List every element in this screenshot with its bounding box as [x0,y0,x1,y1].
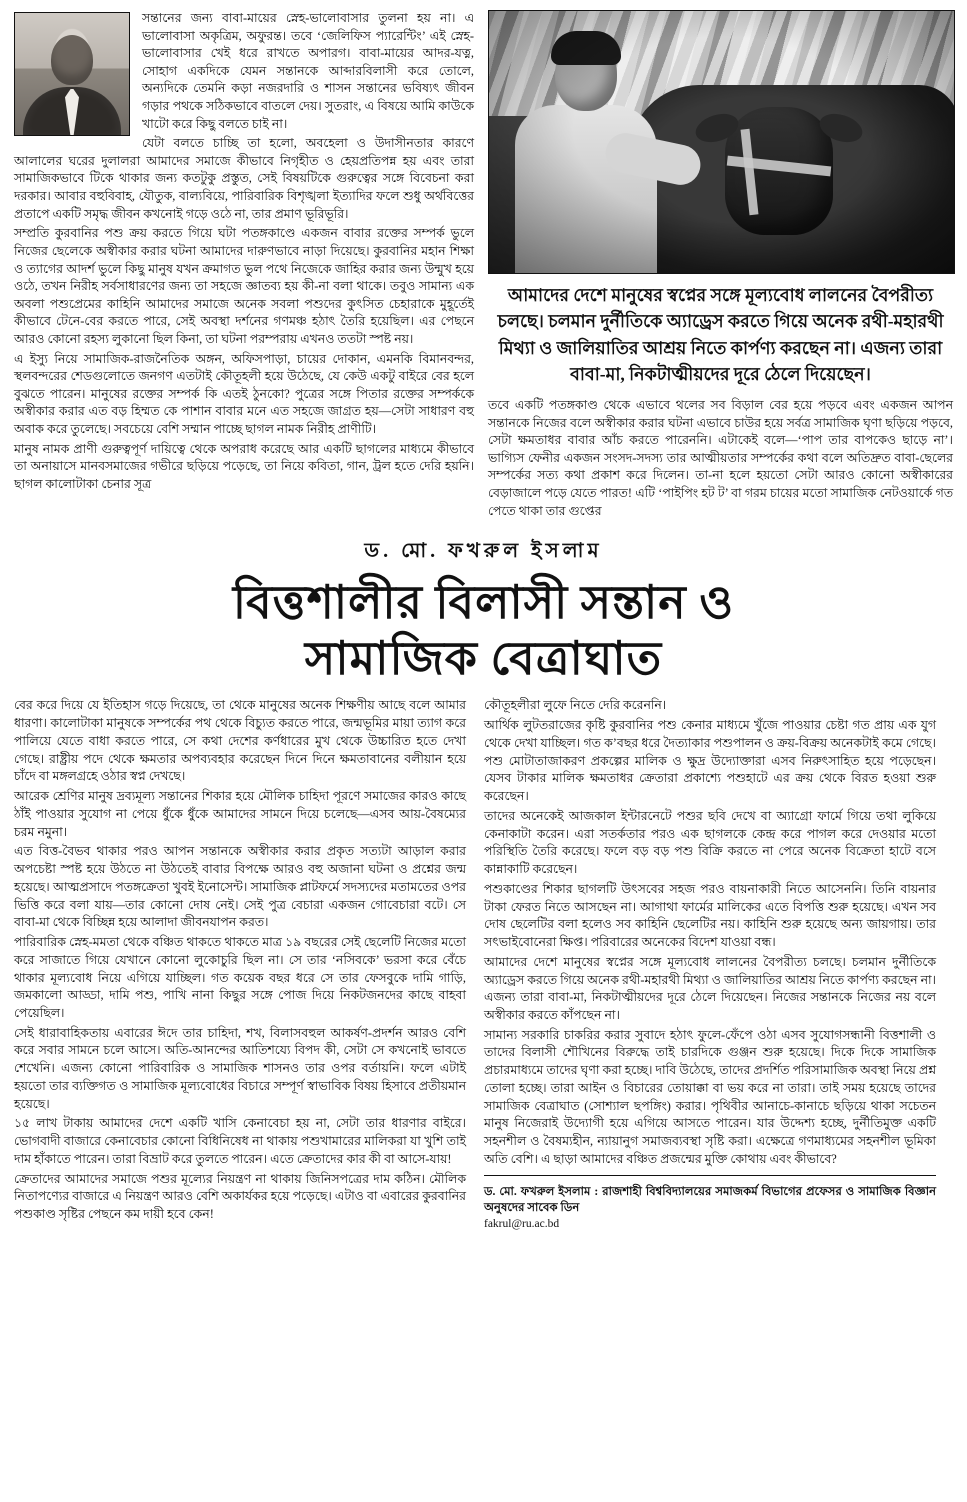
paragraph: সম্প্রতি কুরবানির পশু ক্রয় করতে গিয়ে ঘটা পতঙ্গকাণ্ডে একজন বাবার রক্তের সম্পর্ক ভুলে নিজের ছেলেকে অস্বীকার করার ঘটনা আমাদের দারুণভাবে নাড়া দিয়েছে। কুরবানির মহান শিক্ষা ও ত্যাগের আদর্শ ভুলে কিছু মানুষ যখন ক্রমাগত ভুল পথে নিজেকে জাহির করার জন্য উন্মুখ হয়ে ওঠে, তখন নিরীহ সর্বসাধারণের জন্য তা সহজে জ্ঞাতব্য হয় কী-না বলা থাকে। তবুও সামান্য এক অবলা পশুপ্রেমের কাহিনি আমাদের সমাজে অনেক সবলা পশুদের কুৎসিত চেহারাকে মুহূর্তেই কীভাবে টেনে-বের করতে পারে, সেই অবস্থা দর্শনের গণমঞ্চ হঠাৎ তৈরি হয়েছিল। এর পেছনে আরও কোনো রহস্য লুকানো ছিল কিনা, তা ঘটনা পরম্পরায় এখনও ততটা স্পষ্ট নয়। [14,226,474,346]
paragraph: ১৫ লাখ টাকায় আমাদের দেশে একটি খাসি কেনাবেচা হয় না, সেটা তার ধারণার বাইরে। ভোগবাদী বাজারে কেনাবেচার কোনো বিধিনিষেধ না থাকায় পশুখামারের মালিকরা যা খুশি তাই দাম হাঁকাতে পারেন। তারা বিভ্রাট করে তুলতে পারেন। এতে ক্রেতাদের কার কী বা আসে-যায়! [14,1116,466,1166]
paragraph: কৌতূহলীরা লুফে নিতে দেরি করেননি। [484,698,667,713]
paragraph: এ ইস্যু নিয়ে সামাজিক-রাজনৈতিক অঙ্গন, অফিসপাড়া, চায়ের দোকান, এমনকি বিমানবন্দর, স্থলবন্দরের শেডগুলোতে জনগণ এতটাই কৌতূহলী হয়ে উঠেছে, যে কেউ একটু বাইরে বের হলে বুঝতে পারেন। মানুষের রক্তের সম্পর্ক কি এতই ঠুনকো? পুত্রের সঙ্গে পিতার রক্তের সম্পর্ককে অস্বীকার করার এত বড় হিম্মত কে পাশান বাবার মনে এত সহজে জাগ্রত হয়—সেটা সাধারণ বহু অবাক করে তুলেছে। সবচেয়ে বেশি সম্মান পাচ্ছে ছাগল নামক নিরীহ প্রাণীটি। [14,351,474,437]
footer-divider [484,1175,936,1176]
paragraph: সামান্য সরকারি চাকরির করার সুবাদে হঠাৎ ফুলে-ফেঁপে ওঠা এসব সুযোগসন্ধানী বিত্তশালী ও তাদের বিলাসী শৌখিনের বিরুদ্ধে তাই চারদিকে গুঞ্জন শুরু হয়েছে। দিকে দিকে সামাজিক প্রচারমাধ্যমে তাদের ঘৃণা করা হচ্ছে। দাবি উঠেছে, তাদের প্রদর্শিত পরিসামাজিক অবস্থা নিয়ে প্রশ্ন তোলা হচ্ছে। তারা আইন ও বিচারের তোয়াক্কা বা ভয় করে না তারা। তাই সময় হয়েছে তাদের সামাজিক বেত্রাঘাত (সোশ্যাল ছপঙ্গিং) করার। পৃথিবীর আনাচে-কানাচে ছড়িয়ে থাকা সচেতন মানুষ নিজেরাই উদ্যোগী হয়ে এগিয়ে আসতে পারেন। যার উদ্দেশ্য হচ্ছে, দুর্নীতিমুক্ত একটি সহনশীল ও বৈষম্যহীন, ন্যায়ানুগ সমাজব্যবস্থা সৃষ্টি করা। এক্ষেত্রে গণমাধ্যমের সহনশীল ভূমিকা অতি বেশি। এ ছাড়া আমাদের বঞ্চিত প্রজন্মের মুক্তি কোথায় এবং কীভাবে? [484,1027,936,1166]
paragraph: আরেক শ্রেণির মানুষ দ্রব্যমূল্য সন্তানের শিকার হয়ে মৌলিক চাহিদা পূরণে সমাজের কারও কাছে ঠাঁই পাওয়ার সুযোগ না পেয়ে ধুঁকে ধুঁকে আমাদের সামনে দিয়ে চলেছে—এসব আয়-বৈষম্যের চরম নমুনা। [14,789,466,839]
headline-line-1: বিত্তশালীর বিলাসী সন্তান ও [232,577,735,629]
author-credit: ড. মো. ফখরুল ইসলাম : রাজশাহী বিশ্ববিদ্যালয়ের সমাজকর্ম বিভাগের প্রফেসর ও সামাজিক বিজ্ঞান অনুষদের সাবেক ডিন [484,1184,936,1214]
paragraph: এত বিত্ত-বৈভব থাকার পরও আপন সন্তানকে অস্বীকার করার প্রকৃত সত্যটা আড়াল করার অপচেষ্টা স্পষ্ট হয়ে উঠতে না উঠতেই বাবার বিপক্ষে আরও বহু অজানা ঘটনা ও প্রশ্নের জন্ম হয়েছে। আত্মপ্রসাদে পতঙ্গক্রেতা খুবই ইনোসেন্ট। সামাজিক প্লাটফর্মে সদস্যদের মতামতের ওপর ভিত্তি করে বলা যায়—তার কোনো দোষ নেই। সেই পুত্র বেচারা একজন গোবেচারা বটে। সে বাবা-মা থেকে বিচ্ছিন্ন হয়ে আলাদা জীবনযাপন করত। [14,844,466,930]
paragraph: মানুষ নামক প্রাণী গুরুত্বপূর্ণ দায়িত্বে থেকে অপরাধ করেছে আর একটি ছাগলের মাধ্যমে কীভাবে তা অনায়াসে মানবসমাজের গভীরে ছড়িয়ে পড়েছে, তা নিয়ে কবিতা, গান, ট্রল হতে দেরি হয়নি। ছাগল কালোটাকা চেনার সূত্র [14,441,474,491]
author-kicker: ড. মো. ফখরুল ইসলাম [364,540,603,563]
paragraph: সেই ধারাবাহিকতায় এবারের ঈদে তার চাহিদা, শখ, বিলাসবহুল আকর্ষণ-প্রদর্শন আরও বেশি করে সবার সামনে চলে আসে। অতি-আনন্দের আতিশয্যে বিপদ কী, সেটা সে কখনোই ভাবতে শেখেনি। এজন্য কোনো পারিবারিক ও সামাজিক শাসনও তার ওপর বর্তায়নি। ফলে এটাই হয়তো তার ব্যক্তিগত ও সামাজিক মূল্যবোধের বিচারে সম্পূর্ণ স্বাভাবিক বিষয় হিসাবে প্রতীয়মান হয়েছে। [14,1025,466,1111]
headline-line-2: সামাজিক বেত্রাঘাত [304,633,663,685]
cow-photo [488,10,955,274]
paragraph: তবে একটি পতঙ্গকাণ্ড থেকে এভাবে থলের সব বিড়াল বের হয়ে পড়বে এবং একজন আপন সন্তানকে নিজের বলে অস্বীকার করার ঘটনা এভাবে চাউর হয়ে সর্বত্র সামাজিক ঘৃণা ছড়িয়ে পড়বে, সেটা ক্ষমতাধর বাবার আঁচ করতে পারেননি। এটাকেই বলে—‘পাপ তার বাপকেও ছাড়ে না’। ভাগ্যিস ফেনীর একজন সংসদ-সদস্য তার আত্মীয়তার সম্পর্কের কথা বলে অতিদ্রুত বাবা-ছেলের সম্পর্কের সত্য কথা প্রকাশ করে দিলেন। তা-না হলে হয়তো সেটা আরও কোনো অস্বীকারের বেড়াজালে পড়ে যেতে পারত! এটি ‘পাইপিং হট ট’ বা গরম চায়ের মতো সামাজিক নেটওয়ার্কে গত পেতে থাকা তার গুপ্তের [488,398,953,518]
paragraph: সন্তানের জন্য বাবা-মায়ের স্নেহ-ভালোবাসার তুলনা হয় না। এ ভালোবাসা অকৃত্রিম, অফুরন্ত। তবে ‘জেলিফিস প্যারেন্টিং’ এই স্নেহ-ভালোবাসার খেই ধরে রাখতে অপারগ। বাবা-মায়ের আদর-যত্ন, সোহাগ একদিকে যেমন সন্তানকে আব্দারবিলাসী করে তোলে, অন্যদিকে তেমনি কড়া নজরদারি ও শাসন সন্তানের ভবিষ্যৎ জীবন গড়ার পথকে সঠিকভাবে বাতলে দেয়। সুতরাং, এ বিষয়ে আমি কাউকে খাটো করে কিছু বলতে চাই না। [142,11,474,131]
body-column-left [14,697,466,1232]
paragraph: ক্রেতাদের আমাদের সমাজে পশুর মূল্যের নিয়ন্ত্রণ না থাকায় জিনিসপত্রের দাম কঠিন। মৌলিক নিতাপণ্যের বাজারে এ নিয়ন্ত্রণ আরও বেশি অকার্যকর হয়ে পড়েছে। এটাও বা এবারের কুরবানির পশুকাণ্ড সৃষ্টির পেছনে কম দায়ী হবে কেন! [14,1171,466,1222]
author-email[interactable]: fakrul@ru.ac.bd [484,1218,560,1231]
necktie-shape [65,89,79,135]
masthead [14,536,953,687]
top-section [14,10,953,522]
top-left-column [14,10,474,495]
paragraph: পশুকাণ্ডের শিকার ছাগলটি উৎসবের সহজ পরও বায়নাকারী নিতে আসেননি। তিনি বায়নার টাকা ফেরত নিতে আসছেন না। আগাথা ফার্মের মালিকের এতে বিপত্তি শুরু হয়েছে। এখন সব দোষ ছেলেটির বলা হলেও সব কাহিনি ছেলেটির নয়। কাহিনি শুরু হয়েছে অন্য জায়গায়। তার সৎভাইবোনেরা ক্ষিপ্ত। পরিবারের অনেকের বিদেশ যাওয়া বন্ধ। [484,881,936,950]
paragraph: পারিবারিক স্নেহ-মমতা থেকে বঞ্চিত থাকতে থাকতে মাত্র ১৯ বছরের সেই ছেলেটি নিজের মতো করে সাজাতে গিয়ে যেখানে কোনো লুকোচুরি ছিল না। সে তার ‘নসিবকে’ ভরসা করে বেঁচে থাকার মূল্যবোধ নিয়ে এগিয়ে যাচ্ছিল। গত কয়েক বছর ধরে সে তার ফেসবুকে দামি গাড়ি, জমকালো আড্ডা, দামি পশু, পাখি নানা কিছুর সঙ্গে পোজ দিয়ে নিকটজনদের কাছে বাহবা পেয়েছিল। [14,935,466,1020]
article-body [14,697,953,1232]
author-portrait [14,12,132,136]
photo-vignette [489,11,954,273]
author-portrait-image [14,12,130,136]
body-column-right [484,697,936,1232]
top-right-column [488,10,953,522]
paragraph: আমাদের দেশে মানুষের স্বপ্নের সঙ্গে মূল্যবোধ লালনের বৈপরীত্য চলছে। চলমান দুর্নীতিকে অ্যাড্রেস করতে গিয়ে অনেক রথী-মহারথী মিথ্যা ও জালিয়াতির আশ্রয় নিতে কার্পণ্য করছেন না। এজন্য তারা বাবা-মা, নিকটাত্মীয়দের দূরে ঠেলে দিয়েছেন। নিজের সন্তানকে নিজের নয় বলে অস্বীকার করতে কাঁপছেন না। [484,954,936,1022]
top-right-text [488,397,953,520]
paragraph: যেটা বলতে চাচ্ছি তা হলো, অবহেলা ও উদাসীনতার কারণে আলালের ঘরের দুলালরা আমাদের সমাজে কীভাবে নিগৃহীত ও হেয়প্রতিপন্ন হয় এবং তারা সামাজিকভাবে টিকে থাকার জন্য কতটুকু প্রস্তুত, সেই বিষয়টিকে গুরুত্বের সঙ্গে বিবেচনা করা দরকার। আবার বহুবিবাহ, যৌতুক, বাল্যবিয়ে, পারিবারিক বিশৃঙ্খলা ইত্যাদির ফলে শুধু অর্থবিত্তের প্রতাপে একটি সমৃদ্ধ জীবন কখনোই গড়ে ওঠে না, তার প্রমাণ ভূরিভূরি। [14,136,474,221]
paragraph: আর্থিক লুটতরাজের কৃষ্টি কুরবানির পশু কেনার মাধ্যমে খুঁজে পাওয়ার চেষ্টা গত প্রায় এক যুগ থেকে দেখা যাচ্ছিল। গত ক’বছর ধরে দৈত্যাকার পশুপালন ও ক্রয়-বিক্রয় অনেকটাই কমে গেছে। পশু মোটাতাজাকরণ প্রকল্পের মালিক ও ক্ষুদ্র উদ্যোক্তারা এসব নিরুৎসাহিত হয়ে পড়েছেন। যেসব টাকার মালিক ক্ষমতাধর ক্রেতারা প্রকাশ্যে পশুহাটে এর ক্রয় থেকে বিরত হওয়া শুরু করেছেন। [484,718,936,804]
paragraph: বের করে দিয়ে যে ইতিহাস গড়ে দিয়েছে, তা থেকে মানুষের অনেক শিক্ষণীয় আছে বলে আমার ধারণা। কালোটাকা মানুষকে সম্পর্কের পথ থেকে বিচ্যুত করতে পারে, জন্মভূমির মায়া ত্যাগ করে পালিয়ে যেতে বাধা করতে পারে, সে কথা দেশের কর্ণধারের মুখ থেকে উচ্চারিত হতে দেখা গেছে। রাষ্ট্রীয় পদে থেকে ক্ষমতার অপব্যবহার করেছেন দিনে দিনে ক্ষমতাবানের বলীয়ান হয়ে চাঁদে বা মঙ্গলগ্রহে ওঠার স্বপ্ন দেখছে। [14,698,466,784]
paragraph: তাদের অনেকেই আজকাল ইন্টারনেটে পশুর ছবি দেখে বা অ্যাগ্রো ফার্মে গিয়ে তথা লুকিয়ে কেনাকাটা করেন। এরা সতর্কতার পরও এক ছাগলকে কেন্দ্র করে পাগল করে দেওয়ার মতো পরিস্থিতি তৈরি করেছে। ফলে বড় বড় পশু বিক্রি করতে না পেরে অনেক বিক্রেতা হাটে বসে কান্নাকাটি করেছেন। [484,808,936,877]
pull-quote: আমাদের দেশে মানুষের স্বপ্নের সঙ্গে মূল্যবোধ লালনের বৈপরীত্য চলছে। চলমান দুর্নীতিকে অ্যাড্রেস করতে গিয়ে অনেক রথী-মহারথী মিথ্যা ও জালিয়াতির আশ্রয় নিতে কার্পণ্য করছেন না। এজন্য তারা বাবা-মা, নিকটাত্মীয়দের দূরে ঠেলে দিয়েছেন। [497,285,944,384]
